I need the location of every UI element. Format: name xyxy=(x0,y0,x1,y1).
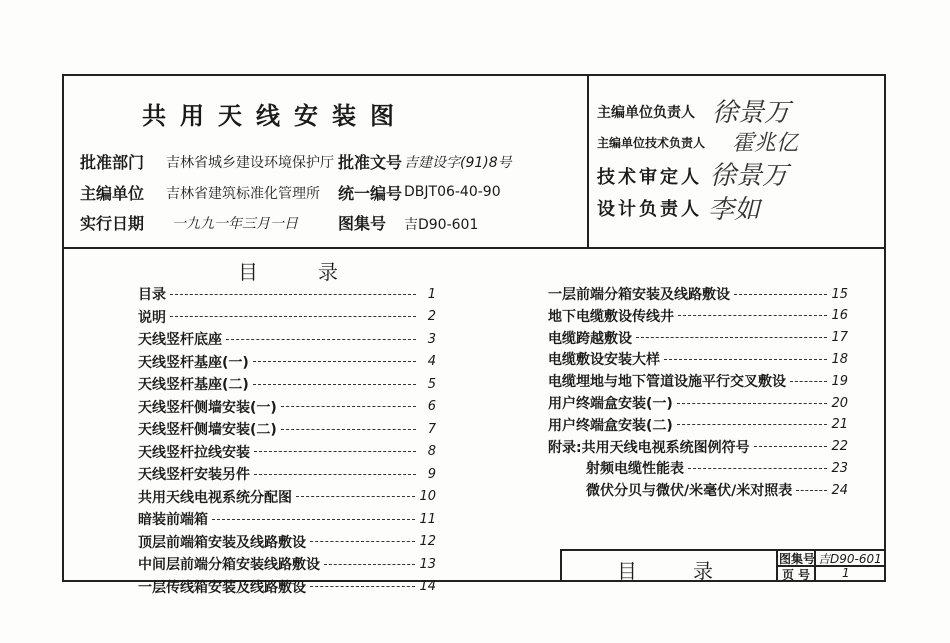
toc-entry xyxy=(586,479,848,501)
title-block-name: 目录 xyxy=(617,559,769,583)
toc-heading: 目录 xyxy=(238,260,398,284)
toc-leader xyxy=(281,406,416,407)
toc-entry-page: 9 xyxy=(427,466,436,482)
toc-entry-page: 19 xyxy=(831,373,848,389)
toc-entry xyxy=(548,283,848,305)
signature-role: 技术审定人 xyxy=(597,167,702,188)
toc-entry-title: 天线竖杆侧墙安装(二) xyxy=(138,422,277,438)
toc-entry xyxy=(548,305,848,327)
toc-entry-title: 天线竖杆侧墙安装(一) xyxy=(138,399,277,416)
toc-entry-title: 天线竖杆底座 xyxy=(138,332,222,348)
toc-leader xyxy=(324,564,415,565)
toc-entry-page: 22 xyxy=(831,439,848,455)
toc-entry xyxy=(138,531,436,553)
toc-entry-page: 15 xyxy=(831,286,848,302)
toc-entry xyxy=(586,457,848,479)
signature-role: 主编单位技术负责人 xyxy=(597,136,706,150)
toc-entry xyxy=(138,283,436,305)
toc-entry-page: 18 xyxy=(831,351,848,367)
approve-dept-value: 吉林省城乡建设环境保护厅 xyxy=(166,155,334,171)
toc-leader xyxy=(170,294,416,295)
unified-no-value: DBJT06-40-90 xyxy=(404,184,501,200)
impl-date-value: 一九九一年三月一日 xyxy=(172,216,298,232)
toc-entry-title: 说明 xyxy=(138,309,166,326)
toc-leader xyxy=(253,361,416,362)
toc-leader xyxy=(677,403,828,404)
header-vertical-divider xyxy=(587,74,589,248)
toc-leader xyxy=(734,294,827,295)
toc-entry xyxy=(548,348,848,370)
toc-entry xyxy=(548,392,848,414)
toc-entry-page: 21 xyxy=(831,417,848,433)
toc-entry xyxy=(138,306,436,328)
signature-name: 徐景万 xyxy=(710,161,789,191)
toc-entry-page: 3 xyxy=(427,331,436,347)
toc-entry-page: 23 xyxy=(831,460,848,476)
toc-entry-title: 射频电缆性能表 xyxy=(586,461,684,478)
toc-entry-title: 地下电缆敷设传线井 xyxy=(548,308,674,325)
toc-entry xyxy=(138,396,436,418)
toc-leader xyxy=(754,446,828,447)
toc-entry-title: 暗装前端箱 xyxy=(138,512,208,528)
toc-entry-title: 天线竖杆拉线安装 xyxy=(138,444,250,461)
toc-leader xyxy=(678,315,827,316)
atlas-no-label: 图集号 xyxy=(338,214,387,233)
toc-entry xyxy=(548,436,848,458)
toc-entry-page: 7 xyxy=(427,421,436,437)
toc-entry-title: 附录:共用天线电视系统图例符号 xyxy=(548,439,750,456)
approve-doc-label: 批准文号 xyxy=(338,153,403,172)
toc-entry-title: 电缆敷设安装大样 xyxy=(548,352,660,369)
toc-entry xyxy=(138,441,436,463)
toc-leader xyxy=(310,541,415,542)
unified-no-label: 统一编号 xyxy=(338,184,403,203)
toc-leader xyxy=(688,468,827,469)
toc-entry xyxy=(548,414,848,436)
toc-entry-page: 20 xyxy=(831,395,848,411)
toc-entry-page: 6 xyxy=(427,399,436,414)
toc-entry xyxy=(138,418,436,440)
toc-leader xyxy=(796,490,827,491)
toc-leader xyxy=(254,474,416,475)
toc-leader xyxy=(790,381,827,382)
signature-name: 李如 xyxy=(708,195,761,225)
toc-entry-page: 10 xyxy=(419,489,436,504)
toc-entry-title: 天线竖杆基座(一) xyxy=(138,354,249,371)
toc-entry-title: 一层传线箱安装及线路敷设 xyxy=(138,579,306,596)
signature-name: 霍兆亿 xyxy=(732,131,799,156)
toc-entry-page: 8 xyxy=(427,444,436,459)
toc-leader xyxy=(226,339,416,340)
atlas-no-value: 吉D90-601 xyxy=(404,217,479,233)
toc-entry-title: 电缆埋地与地下管道设施平行交叉敷设 xyxy=(548,374,786,391)
toc-entry-page: 13 xyxy=(419,556,436,572)
approve-doc-value: 吉建设字(91)8号 xyxy=(404,155,512,171)
signature-role: 主编单位负责人 xyxy=(597,105,695,121)
toc-entry-page: 14 xyxy=(419,579,436,594)
toc-leader xyxy=(664,359,827,360)
toc-entry-page: 4 xyxy=(427,354,436,369)
toc-leader xyxy=(636,337,827,338)
header-divider xyxy=(62,247,886,249)
drawing-title: 共用天线安装图 xyxy=(142,102,408,130)
signature-name: 徐景万 xyxy=(712,98,791,128)
title-block-left xyxy=(560,549,562,582)
toc-entry-title: 天线竖杆基座(二) xyxy=(138,377,249,393)
toc-leader xyxy=(677,424,828,425)
impl-date-label: 实行日期 xyxy=(80,214,145,233)
toc-entry-page: 17 xyxy=(831,330,848,346)
toc-entry-page: 24 xyxy=(831,482,848,498)
toc-entry xyxy=(548,327,848,349)
toc-entry-page: 11 xyxy=(419,511,436,527)
toc-entry-title: 共用天线电视系统分配图 xyxy=(138,489,292,506)
title-block-atlas-label: 图集号 xyxy=(779,552,816,566)
toc-entry-title: 电缆跨越敷设 xyxy=(548,330,632,347)
toc-entry xyxy=(138,553,436,575)
editor-unit-value: 吉林省建筑标准化管理所 xyxy=(166,186,320,202)
toc-entry-page: 2 xyxy=(427,309,436,324)
toc-entry xyxy=(138,486,436,508)
toc-entry-title: 一层前端分箱安装及线路敷设 xyxy=(548,287,730,303)
toc-entry-title: 天线竖杆安装另件 xyxy=(138,467,250,483)
title-block-page-label: 页号 xyxy=(782,568,815,582)
toc-entry-page: 12 xyxy=(419,534,436,549)
approve-dept-label: 批准部门 xyxy=(80,153,145,172)
editor-unit-label: 主编单位 xyxy=(80,184,145,203)
toc-entry-title: 顶层前端箱安装及线路敷设 xyxy=(138,534,306,551)
toc-entry xyxy=(138,328,436,350)
signature-role: 设计负责人 xyxy=(597,199,702,220)
toc-leader xyxy=(281,429,416,430)
toc-entry-title: 目录 xyxy=(138,287,166,303)
toc-entry xyxy=(138,373,436,395)
toc-entry-page: 16 xyxy=(831,308,848,324)
toc-entry-title: 中间层前端分箱安装线路敷设 xyxy=(138,557,320,573)
toc-leader xyxy=(296,496,415,497)
toc-entry xyxy=(138,463,436,485)
toc-leader xyxy=(212,519,415,520)
toc-leader xyxy=(254,451,416,452)
toc-entry xyxy=(548,370,848,392)
toc-entry xyxy=(138,576,436,598)
toc-leader xyxy=(253,384,416,385)
toc-entry-title: 微伏分贝与微伏/米毫伏/米对照表 xyxy=(586,483,793,500)
toc-entry-title: 用户终端盒安装(一) xyxy=(548,396,673,412)
toc-leader xyxy=(170,316,416,317)
toc-entry xyxy=(138,508,436,530)
toc-entry xyxy=(138,351,436,373)
toc-entry-page: 5 xyxy=(427,376,436,392)
title-block-atlas-value: 吉D90-601 xyxy=(818,552,882,566)
toc-leader xyxy=(310,586,415,587)
toc-entry-title: 用户终端盒安装(二) xyxy=(548,417,673,434)
title-block-page-value: 1 xyxy=(842,566,850,580)
toc-entry-page: 1 xyxy=(427,286,436,302)
